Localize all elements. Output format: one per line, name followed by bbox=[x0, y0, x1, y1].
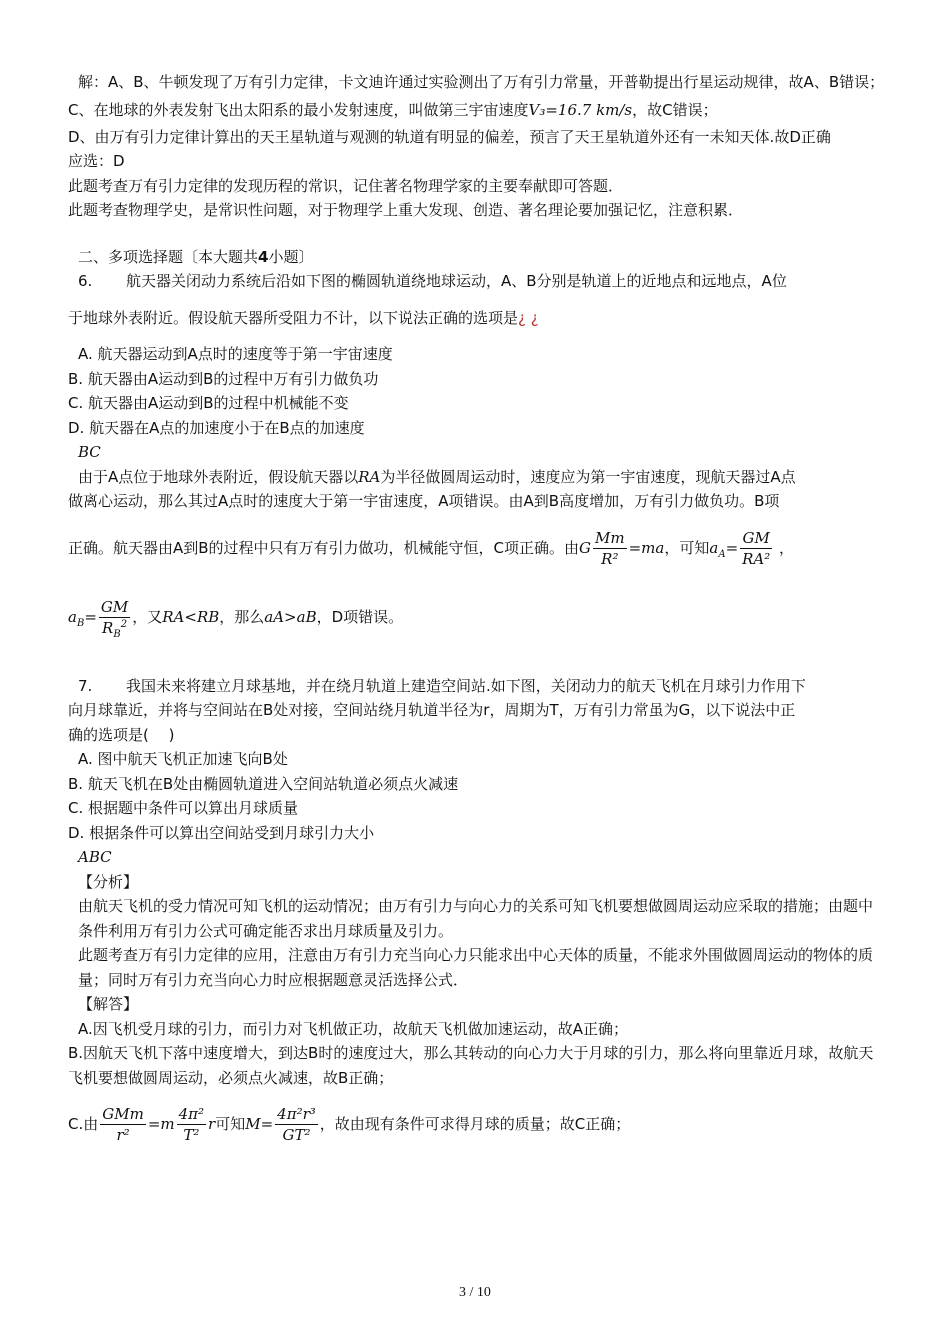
q6-explanation-line-1 bbox=[68, 465, 886, 490]
q7-stem-line-1 bbox=[68, 674, 886, 699]
q5-solution-line-2-text: C、在地球的外表发射飞出太阳系的最小发射速度，叫做第三宇宙速度 bbox=[68, 100, 529, 119]
accel-b-fraction bbox=[99, 597, 130, 638]
q5-solution-line-1: 解：A、B、牛顿发现了万有引力定律，卡文迪许通过实验测出了万有引力常量，开普勒提出行星运动规律，故A、B错误； bbox=[78, 73, 885, 91]
gravity-fraction-numerator: Mm bbox=[595, 528, 625, 547]
q7-number: 7. bbox=[78, 676, 93, 695]
q6-exp1-var: RA bbox=[358, 467, 381, 486]
q6-exp3-pre: 正确。航天器由A到B的过程中只有万有引力做功，机械能守恒，C项正确。由 bbox=[68, 538, 580, 557]
c-mass-lhs: M= bbox=[245, 1115, 274, 1133]
accel-a-symbol: $a_A=$ bbox=[709, 538, 739, 560]
section-heading-post: 小题〕 bbox=[268, 247, 314, 266]
q5-note-2: 此题考查物理学史，是常识性问题，对于物理学上重大发现、创造、著名理论要加强记忆，注意积累． bbox=[68, 201, 744, 219]
q7-solution-c bbox=[68, 1090, 886, 1159]
q7-analysis-2: 此题考查万有引力定律的应用，注意由万有引力充当向心力只能求出中心天体的质量，不能求外围做圆周运动的物体的质量；同时万有引力充当向心力时应根据题意灵活选择公式． bbox=[78, 946, 874, 989]
accel-inequality: aA>aB bbox=[264, 607, 317, 626]
gravity-constant-symbol: G bbox=[579, 538, 592, 557]
q7-option-c: C. 根据题中条件可以算出月球质量 bbox=[68, 799, 299, 817]
q6-option-b: B. 航天器由A运动到B的过程中万有引力做负功 bbox=[68, 369, 379, 388]
q6-exp4-mid: ，又 bbox=[132, 607, 163, 626]
q7-option-a: A. 图中航天飞机正加速飞向B处 bbox=[78, 750, 288, 768]
q7-solution-a: A.因飞机受月球的引力，而引力对飞机做正功，故航天飞机做加速运动，故A正确； bbox=[78, 1019, 629, 1038]
q6-option-c: C. 航天器由A运动到B的过程中机械能不变 bbox=[68, 394, 349, 412]
gravity-fraction-denominator: R² bbox=[601, 549, 619, 568]
radius-inequality: RA<RB bbox=[162, 607, 220, 626]
q6-stem-line-2 bbox=[68, 306, 886, 331]
q6-answer: BC bbox=[78, 443, 101, 461]
q7-analysis-title: 【分析】 bbox=[78, 872, 139, 891]
q6-exp4-post: ，D项错误。 bbox=[316, 607, 404, 626]
c-centripetal-denominator: T² bbox=[183, 1126, 200, 1144]
q7-analysis-1: 由航天飞机的受力情况可知飞机的运动情况；由万有引力与向心力的关系可知飞机要想做圆周运动应采取的措施；由题中条件利用万有引力公式可确定能否求出月球质量及引力。 bbox=[78, 897, 874, 940]
q6-exp1-post: 为半径做圆周运动时，速度应为第一宇宙速度，现航天器过A点 bbox=[380, 467, 796, 486]
c-gravity-numerator: GMm bbox=[102, 1105, 144, 1123]
q7-solution-title: 【解答】 bbox=[78, 995, 139, 1013]
gravity-equation-rhs: =ma bbox=[628, 538, 665, 557]
q6-number: 6. bbox=[78, 272, 93, 290]
q7-solc-pre: C.由 bbox=[68, 1115, 99, 1133]
c-centripetal-numerator: 4π² bbox=[178, 1105, 205, 1123]
c-gravity-fraction bbox=[100, 1104, 146, 1145]
section-heading-pre: 二、多项选择题〔本大题共 bbox=[78, 247, 259, 266]
accel-a-numerator: GM bbox=[740, 528, 772, 549]
q7-stem-line-3: 确的选项是( ) bbox=[68, 725, 175, 744]
q5-solution-line-3: D、由万有引力定律计算出的天王星轨道与观测的轨道有明显的偏差，预言了天王星轨道外还有一未知天体.故D正确 bbox=[68, 127, 831, 146]
q7-answer: ABC bbox=[78, 848, 112, 866]
q5-solution-line-2-tail: ，故C错误； bbox=[632, 100, 718, 119]
q7-solc-post: ，故由现有条件可求得月球的质量；故C正确； bbox=[319, 1115, 631, 1133]
q7-solution-b: B.因航天飞机下落中速度增大，到达B时的速度过大，那么其转动的向心力大于月球的引力，那么将向里靠近月球，故航天飞机要想做圆周运动，必须点火减速，故B正确； bbox=[68, 1044, 874, 1087]
q6-exp4-then: ，那么 bbox=[219, 607, 265, 626]
accel-a-fraction bbox=[740, 528, 772, 569]
q6-stem-text-1: 航天器关闭动力系统后沿如下图的椭圆轨道绕地球运动，A、B分别是轨道上的近地点和远地点，A位 bbox=[126, 272, 787, 290]
c-radius-symbol: r bbox=[208, 1115, 216, 1133]
q5-note-1: 此题考查万有引力定律的发现历程的常识，记住著名物理学家的主要奉献即可答题． bbox=[68, 176, 624, 195]
gravity-fraction bbox=[593, 528, 627, 569]
q6-explanation-line-2: 做离心运动，那么其过A点时的速度大于第一宇宙速度，A项错误。由A到B高度增加，万有引力做负功。B项 bbox=[68, 492, 780, 510]
c-mass-fraction bbox=[275, 1104, 318, 1145]
q7-stem-text-1: 我国未来将建立月球基地，并在绕月轨道上建造空间站.如下图，关闭动力的航天飞机在月球引力作用下 bbox=[126, 676, 806, 695]
c-equation-mid: =m bbox=[147, 1115, 175, 1133]
accel-b-symbol: $a_B=$ bbox=[68, 607, 97, 629]
q6-exp3-mid: ，可知 bbox=[664, 538, 710, 557]
c-gravity-denominator: r² bbox=[116, 1126, 130, 1144]
c-mass-numerator: 4π²r³ bbox=[277, 1105, 316, 1123]
c-mass-denominator: GT² bbox=[282, 1126, 311, 1144]
q6-explanation-line-3: 正确。航天器由A到B的过程中只有万有引力做功，机械能守恒，C项正确。由G $\frac{Mm}{\text{R²}}$ =ma，可知$a_A=$ $\frac{GM}{\text{RA²}}$ ， bbox=[68, 528, 795, 568]
accel-b-denominator: $R_B^2$ bbox=[102, 618, 128, 640]
c-centripetal-fraction bbox=[177, 1104, 206, 1145]
document-page bbox=[68, 70, 886, 1159]
q7-stem-line-2: 向月球靠近，并将与空间站在B处对接，空间站绕月轨道半径为r，周期为T，万有引力常虽为G，以下说法中正 bbox=[68, 701, 796, 719]
q6-stem-marks: ¿ ¿ bbox=[518, 308, 539, 327]
q5-solution-line-2 bbox=[68, 95, 886, 125]
accel-b-numerator: GM bbox=[100, 597, 129, 616]
q7-option-b: B. 航天飞机在B处由椭圆轨道进入空间站轨道必须点火减速 bbox=[68, 774, 459, 793]
q7-solc-mid: 可知 bbox=[215, 1115, 246, 1133]
section-question-count: 4 bbox=[258, 247, 269, 266]
q6-option-a: A. 航天器运动到A点时的速度等于第一宇宙速度 bbox=[78, 345, 393, 363]
third-cosmic-velocity-equation: V₃=16.7 km/s bbox=[528, 100, 633, 119]
q6-exp1-pre: 由于A点位于地球外表附近，假设航天器以 bbox=[78, 467, 359, 486]
q6-option-d: D. 航天器在A点的加速度小于在B点的加速度 bbox=[68, 418, 365, 437]
section-heading bbox=[68, 245, 886, 270]
q6-stem-line-1 bbox=[68, 269, 886, 294]
page-number: 3 / 10 bbox=[459, 1285, 491, 1300]
q6-explanation-line-4 bbox=[68, 583, 886, 652]
accel-a-denominator: RA² bbox=[742, 549, 771, 568]
q5-answer: 应选：D bbox=[68, 152, 125, 170]
q6-stem-text-2: 于地球外表附近。假设航天器所受阻力不计，以下说法正确的选项是 bbox=[68, 308, 519, 327]
q7-option-d: D. 根据条件可以算出空间站受到月球引力大小 bbox=[68, 823, 375, 842]
